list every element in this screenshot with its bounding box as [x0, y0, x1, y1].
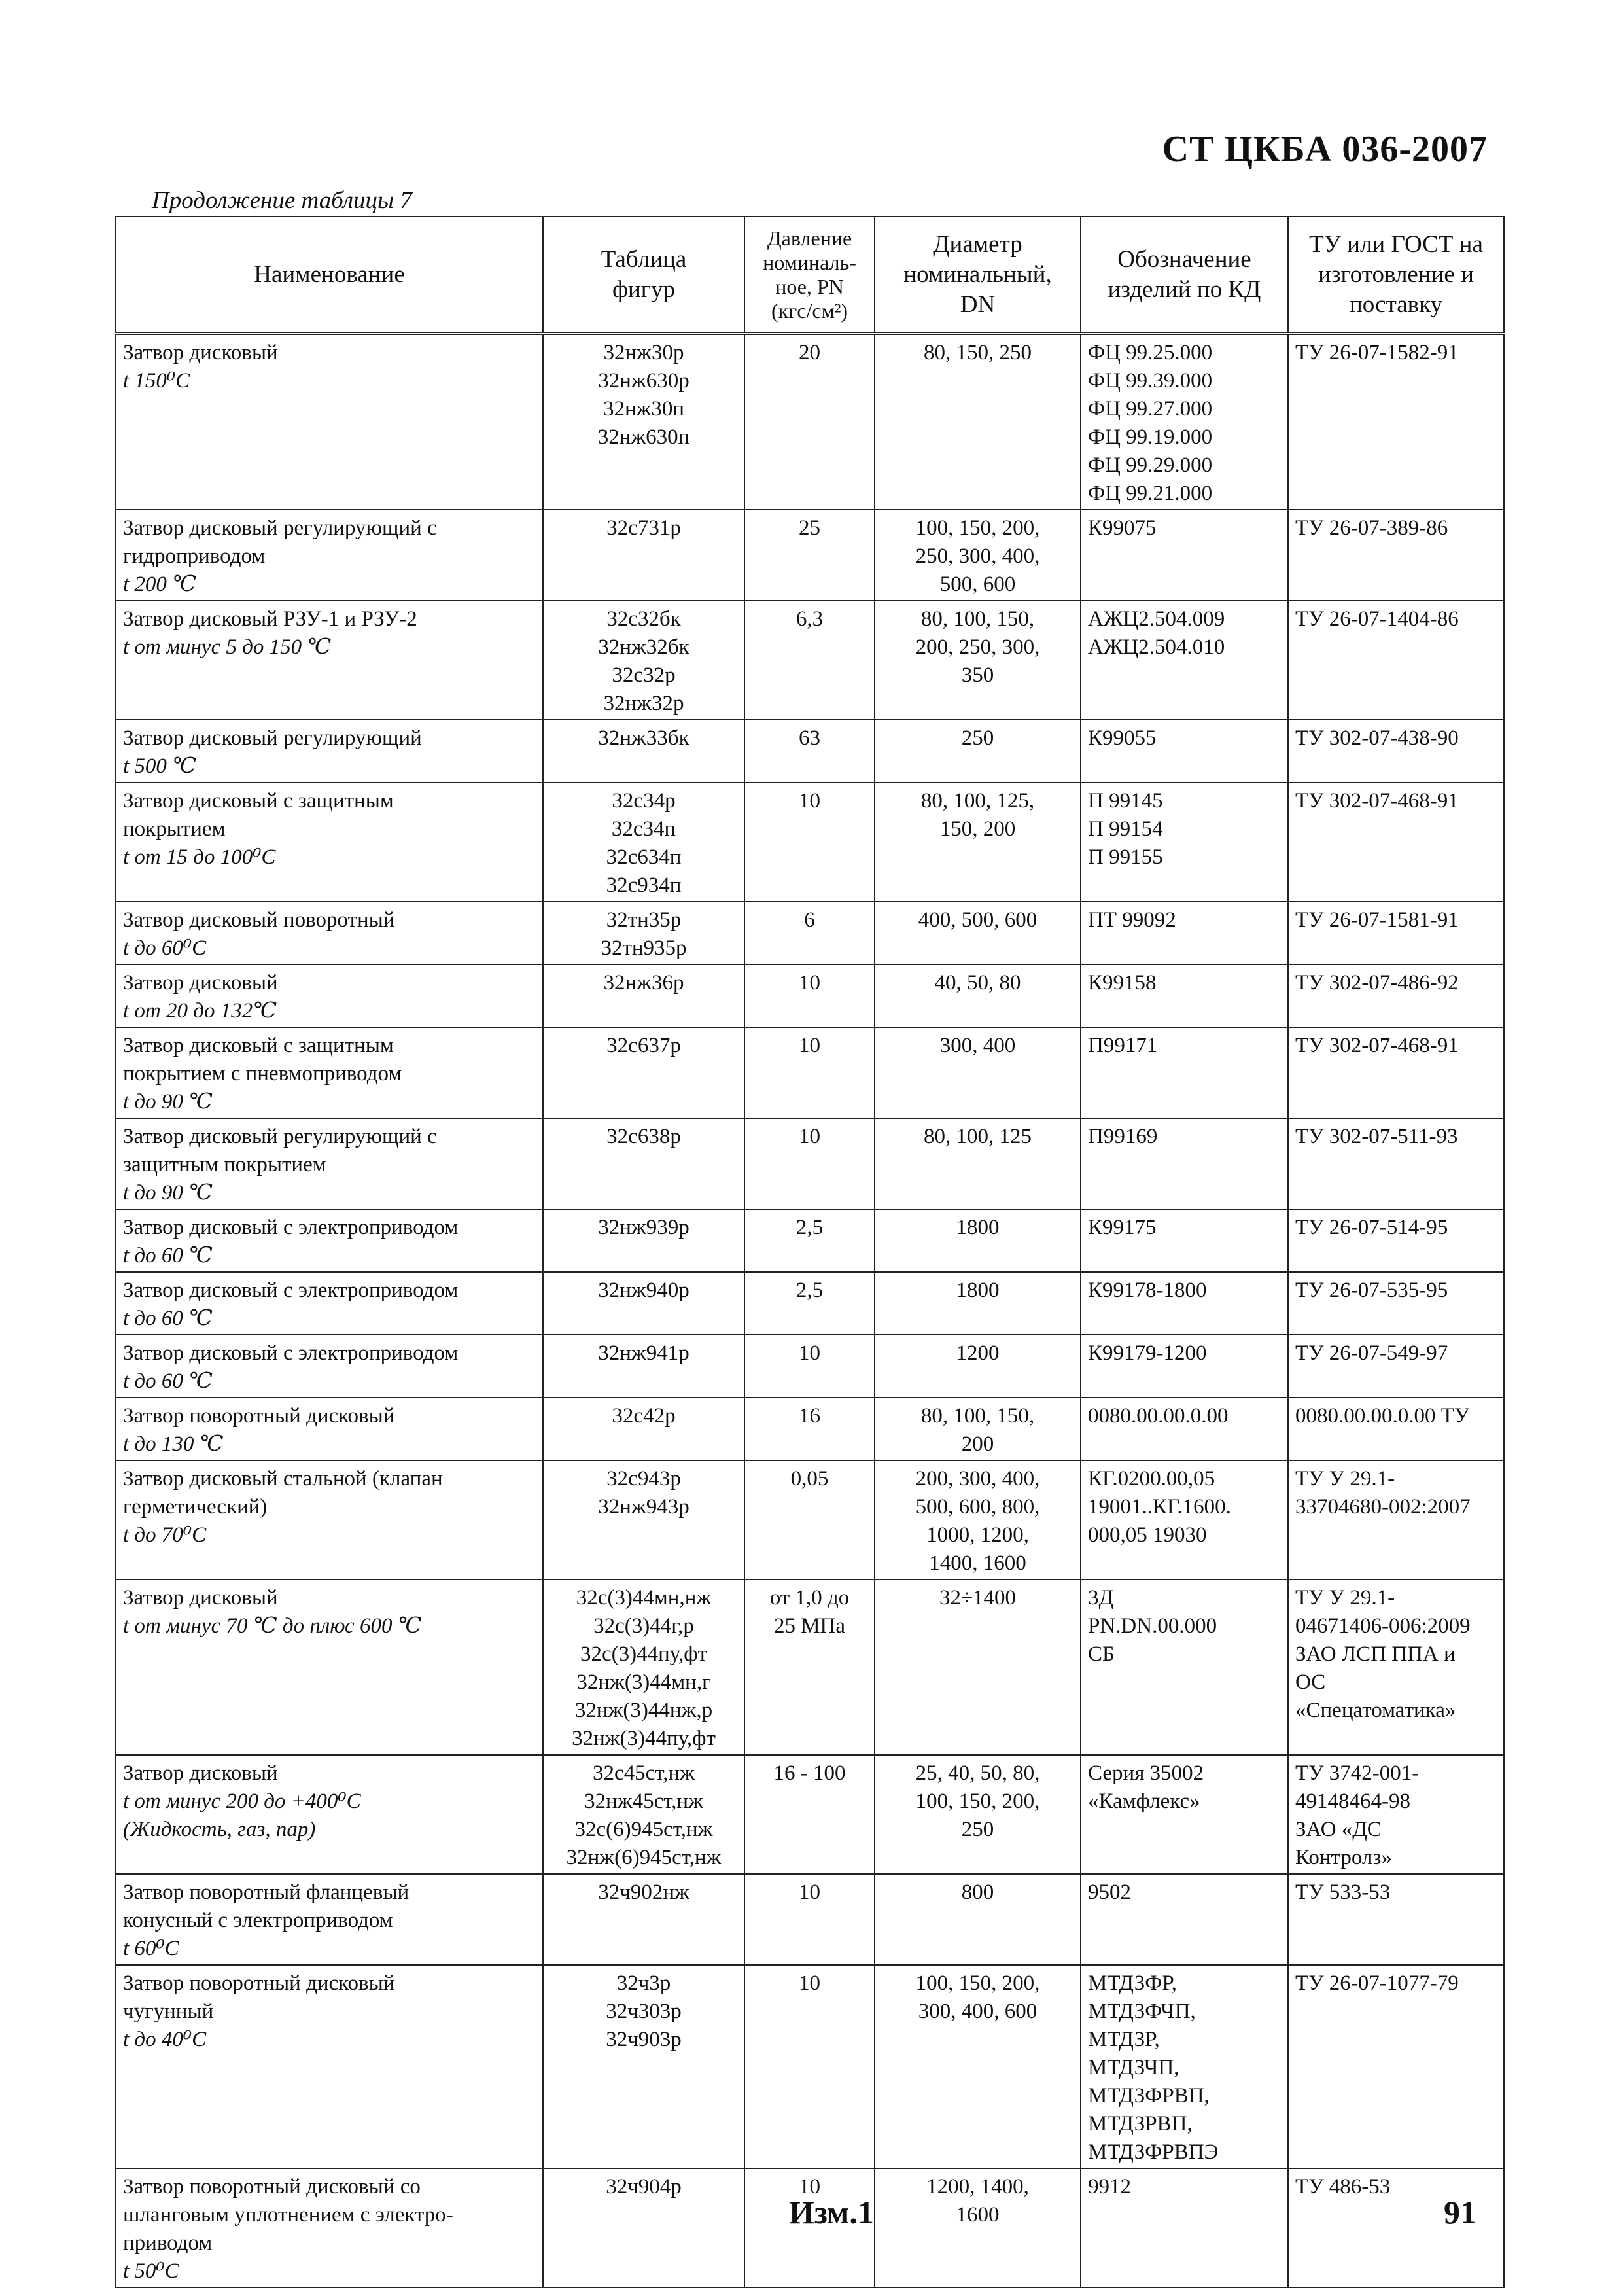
cell-name — [116, 2168, 543, 2287]
cell-designation: 0080.00.00.0.00 — [1081, 1398, 1288, 1460]
valve-name: Затвор дисковый с электроприводом — [123, 1279, 459, 1302]
table-body — [116, 334, 1504, 2287]
cell-nominal-diameter: 25, 40, 50, 80, 100, 150, 200, 250 — [875, 1755, 1081, 1874]
cell-name — [116, 1398, 543, 1460]
cell-figures: 32с943р 32нж943р — [543, 1460, 744, 1580]
cell-designation: К99075 — [1081, 510, 1288, 601]
cell-standard: ТУ 26-07-1582-91 — [1288, 334, 1504, 510]
table-row — [116, 601, 1504, 720]
cell-nominal-pressure: 25 — [744, 510, 875, 601]
temperature-range: t 50⁰С — [123, 2259, 179, 2283]
cell-designation: 9502 — [1081, 1874, 1288, 1965]
cell-designation: ФЦ 99.25.000 ФЦ 99.39.000 ФЦ 99.27.000 ФЦ 99.19.000 ФЦ 99.29.000 ФЦ 99.21.000 — [1081, 334, 1288, 510]
page-number: 91 — [1444, 2194, 1476, 2231]
cell-nominal-diameter: 300, 400 — [875, 1027, 1081, 1118]
table-row — [116, 1874, 1504, 1965]
temperature-range: t до 90 ℃ — [123, 1181, 213, 1205]
valve-name: Затвор поворотный дисковый чугунный — [123, 1971, 395, 2023]
cell-designation: КГ.0200.00,05 19001..КГ.1600. 000,05 19030 — [1081, 1460, 1288, 1580]
cell-standard: ТУ 26-07-549-97 — [1288, 1335, 1504, 1398]
cell-name — [116, 720, 543, 783]
table-row — [116, 1335, 1504, 1398]
cell-name — [116, 1965, 543, 2168]
header-nominal-pressure: Давление номиналь- ное, PN (кгс/см²) — [744, 217, 875, 334]
cell-figures: 32нж36р — [543, 964, 744, 1027]
temperature-range: t до 70⁰С — [123, 1523, 207, 1547]
cell-nominal-diameter: 800 — [875, 1874, 1081, 1965]
cell-nominal-diameter: 1800 — [875, 1272, 1081, 1335]
cell-figures: 32с45ст,нж 32нж45ст,нж 32с(6)945ст,нж 32нж(6)945ст,нж — [543, 1755, 744, 1874]
cell-standard: ТУ 302-07-438-90 — [1288, 720, 1504, 783]
cell-figures: 32нж30р 32нж630р 32нж30п 32нж630п — [543, 334, 744, 510]
cell-nominal-diameter: 32÷1400 — [875, 1580, 1081, 1755]
table-row — [116, 1460, 1504, 1580]
cell-standard: ТУ У 29.1- 33704680-002:2007 — [1288, 1460, 1504, 1580]
cell-designation: Серия 35002 «Камфлекс» — [1081, 1755, 1288, 1874]
valve-name: Затвор дисковый с защитным покрытием с пневмоприводом — [123, 1034, 402, 1086]
valve-name: Затвор поворотный дисковый — [123, 1404, 395, 1428]
cell-figures: 32ч902нж — [543, 1874, 744, 1965]
valve-name: Затвор поворотный дисковый со шланговым уплотнением с электро- приводом — [123, 2175, 453, 2255]
cell-standard: ТУ 533-53 — [1288, 1874, 1504, 1965]
cell-figures: 32нж941р — [543, 1335, 744, 1398]
table-row — [116, 720, 1504, 783]
cell-name — [116, 601, 543, 720]
cell-designation: 9912 — [1081, 2168, 1288, 2287]
cell-nominal-diameter: 80, 100, 125 — [875, 1118, 1081, 1209]
cell-designation: 3Д PN.DN.00.000 СБ — [1081, 1580, 1288, 1755]
cell-standard: ТУ 26-07-1404-86 — [1288, 601, 1504, 720]
cell-nominal-pressure: 10 — [744, 964, 875, 1027]
cell-figures: 32с34р 32с34п 32с634п 32с934п — [543, 783, 744, 902]
temperature-range: t 150⁰С — [123, 369, 190, 393]
temperature-range: t от 20 до 132℃ — [123, 999, 277, 1023]
cell-designation: ПТ 99092 — [1081, 902, 1288, 964]
valves-table — [115, 216, 1505, 2288]
valve-name: Затвор дисковый с защитным покрытием — [123, 789, 394, 841]
cell-nominal-pressure: 16 — [744, 1398, 875, 1460]
valve-name: Затвор дисковый — [123, 971, 278, 995]
table-row — [116, 1580, 1504, 1755]
cell-nominal-diameter: 80, 100, 150, 200, 250, 300, 350 — [875, 601, 1081, 720]
cell-nominal-pressure: 10 — [744, 783, 875, 902]
cell-nominal-diameter: 80, 150, 250 — [875, 334, 1081, 510]
cell-name — [116, 964, 543, 1027]
temperature-range: t до 90 ℃ — [123, 1090, 213, 1114]
temperature-range: t до 130 ℃ — [123, 1432, 224, 1456]
cell-standard: ТУ У 29.1- 04671406-006:2009 ЗАО ЛСП ППА и ОС «Спецатоматика» — [1288, 1580, 1504, 1755]
temperature-range: t 60⁰С — [123, 1937, 179, 1960]
cell-figures: 32с637р — [543, 1027, 744, 1118]
cell-nominal-diameter: 80, 100, 125, 150, 200 — [875, 783, 1081, 902]
temperature-range: t от 15 до 100⁰С — [123, 845, 276, 869]
cell-nominal-diameter: 100, 150, 200, 250, 300, 400, 500, 600 — [875, 510, 1081, 601]
cell-nominal-pressure: 10 — [744, 1335, 875, 1398]
cell-nominal-pressure: от 1,0 до 25 МПа — [744, 1580, 875, 1755]
cell-designation: МТДЗФР, МТДЗФЧП, МТДЗР, МТДЗЧП, МТДЗФРВП, МТДЗРВП, МТДЗФРВПЭ — [1081, 1965, 1288, 2168]
header-name: Наименование — [116, 217, 543, 334]
cell-nominal-pressure: 0,05 — [744, 1460, 875, 1580]
cell-nominal-diameter: 1200 — [875, 1335, 1081, 1398]
document-code: СТ ЦКБА 036-2007 — [1162, 129, 1488, 169]
cell-figures: 32нж939р — [543, 1209, 744, 1272]
header-nominal-diameter: Диаметр номинальный, DN — [875, 217, 1081, 334]
cell-nominal-diameter: 80, 100, 150, 200 — [875, 1398, 1081, 1460]
cell-name — [116, 1335, 543, 1398]
cell-standard: ТУ 26-07-514-95 — [1288, 1209, 1504, 1272]
cell-nominal-diameter: 100, 150, 200, 300, 400, 600 — [875, 1965, 1081, 2168]
table-header — [116, 217, 1504, 334]
cell-standard: ТУ 26-07-1581-91 — [1288, 902, 1504, 964]
cell-nominal-diameter: 400, 500, 600 — [875, 902, 1081, 964]
cell-standard: ТУ 302-07-468-91 — [1288, 783, 1504, 902]
valve-name: Затвор поворотный фланцевый конусный с электроприводом — [123, 1881, 410, 1932]
cell-standard: ТУ 3742-001- 49148464-98 ЗАО «ДС Контролз» — [1288, 1755, 1504, 1874]
temperature-range: t от минус 70 ℃ до плюс 600 ℃ — [123, 1614, 422, 1638]
cell-name — [116, 1755, 543, 1874]
cell-designation: К99175 — [1081, 1209, 1288, 1272]
table-row — [116, 902, 1504, 964]
table-row — [116, 1027, 1504, 1118]
temperature-range: t до 60 ℃ — [123, 1307, 213, 1330]
cell-name — [116, 1460, 543, 1580]
cell-nominal-pressure: 6,3 — [744, 601, 875, 720]
valve-name: Затвор дисковый — [123, 1761, 278, 1785]
cell-nominal-pressure: 10 — [744, 2168, 875, 2287]
cell-name — [116, 334, 543, 510]
temperature-range: t до 60 ℃ — [123, 1244, 213, 1267]
valve-name: Затвор дисковый с электроприводом — [123, 1341, 459, 1365]
cell-nominal-pressure: 10 — [744, 1965, 875, 2168]
table-row — [116, 1272, 1504, 1335]
cell-nominal-diameter: 250 — [875, 720, 1081, 783]
cell-name — [116, 510, 543, 601]
header-row — [116, 217, 1504, 334]
revision-label: Изм.1 — [789, 2194, 874, 2231]
temperature-range: t до 40⁰С — [123, 2028, 207, 2051]
cell-figures: 32с638р — [543, 1118, 744, 1209]
valve-name: Затвор дисковый стальной (клапан герметический) — [123, 1467, 443, 1519]
temperature-range: t 500 ℃ — [123, 754, 197, 778]
cell-figures: 32ч3р 32ч303р 32ч903р — [543, 1965, 744, 2168]
valve-name: Затвор дисковый с электроприводом — [123, 1216, 459, 1239]
table-continuation-caption: Продолжение таблицы 7 — [152, 187, 412, 214]
cell-name — [116, 1874, 543, 1965]
cell-figures: 32ч904р — [543, 2168, 744, 2287]
cell-standard: ТУ 26-07-535-95 — [1288, 1272, 1504, 1335]
cell-designation: АЖЦ2.504.009 АЖЦ2.504.010 — [1081, 601, 1288, 720]
temperature-range: t до 60 ℃ — [123, 1369, 213, 1393]
table-row — [116, 783, 1504, 902]
valve-name: Затвор дисковый — [123, 1586, 278, 1610]
cell-name — [116, 1118, 543, 1209]
cell-figures: 32с32бк 32нж32бк 32с32р 32нж32р — [543, 601, 744, 720]
valve-name: Затвор дисковый РЗУ-1 и РЗУ-2 — [123, 607, 417, 631]
table-row — [116, 510, 1504, 601]
cell-nominal-pressure: 2,5 — [744, 1272, 875, 1335]
valve-name: Затвор дисковый регулирующий с гидроприводом — [123, 516, 437, 568]
cell-name — [116, 783, 543, 902]
cell-nominal-pressure: 10 — [744, 1027, 875, 1118]
cell-designation: П99169 — [1081, 1118, 1288, 1209]
cell-standard: ТУ 302-07-486-92 — [1288, 964, 1504, 1027]
valve-name: Затвор дисковый регулирующий с защитным покрытием — [123, 1125, 437, 1176]
cell-figures: 32тн35р 32тн935р — [543, 902, 744, 964]
cell-nominal-pressure: 10 — [744, 1118, 875, 1209]
cell-nominal-pressure: 10 — [744, 1874, 875, 1965]
table-row — [116, 334, 1504, 510]
cell-standard: ТУ 486-53 — [1288, 2168, 1504, 2287]
cell-figures: 32с42р — [543, 1398, 744, 1460]
cell-nominal-diameter: 200, 300, 400, 500, 600, 800, 1000, 1200, 1400, 1600 — [875, 1460, 1081, 1580]
cell-name — [116, 902, 543, 964]
cell-figures: 32с731р — [543, 510, 744, 601]
cell-name — [116, 1027, 543, 1118]
table-row — [116, 964, 1504, 1027]
table-row — [116, 1398, 1504, 1460]
temperature-range: t до 60⁰С — [123, 936, 207, 960]
cell-standard: ТУ 302-07-468-91 — [1288, 1027, 1504, 1118]
cell-nominal-diameter: 40, 50, 80 — [875, 964, 1081, 1027]
cell-designation: П99171 — [1081, 1027, 1288, 1118]
cell-name — [116, 1209, 543, 1272]
cell-nominal-pressure: 63 — [744, 720, 875, 783]
cell-nominal-diameter: 1800 — [875, 1209, 1081, 1272]
cell-nominal-pressure: 2,5 — [744, 1209, 875, 1272]
table-row — [116, 1965, 1504, 2168]
valve-name: Затвор дисковый регулирующий — [123, 726, 422, 750]
header-standard: ТУ или ГОСТ на изготовление и поставку — [1288, 217, 1504, 334]
cell-standard: ТУ 302-07-511-93 — [1288, 1118, 1504, 1209]
cell-designation: К99055 — [1081, 720, 1288, 783]
valve-name: Затвор дисковый — [123, 341, 278, 364]
cell-standard: 0080.00.00.0.00 ТУ — [1288, 1398, 1504, 1460]
cell-standard: ТУ 26-07-1077-79 — [1288, 1965, 1504, 2168]
cell-standard: ТУ 26-07-389-86 — [1288, 510, 1504, 601]
temperature-range: t от минус 5 до 150 ℃ — [123, 635, 332, 659]
table-row — [116, 1755, 1504, 1874]
cell-nominal-diameter: 1200, 1400, 1600 — [875, 2168, 1081, 2287]
cell-designation: П 99145 П 99154 П 99155 — [1081, 783, 1288, 902]
valve-name: Затвор дисковый поворотный — [123, 908, 395, 932]
table-row — [116, 1209, 1504, 1272]
header-figure-table: Таблица фигур — [543, 217, 744, 334]
cell-figures: 32нж33бк — [543, 720, 744, 783]
cell-nominal-pressure: 20 — [744, 334, 875, 510]
table-row — [116, 1118, 1504, 1209]
cell-designation: К99158 — [1081, 964, 1288, 1027]
cell-figures: 32нж940р — [543, 1272, 744, 1335]
cell-figures: 32с(3)44мн,нж 32с(3)44г,р 32с(3)44пу,фт 32нж(3)44мн,г 32нж(3)44нж,р 32нж(3)44пу,фт — [543, 1580, 744, 1755]
cell-nominal-pressure: 6 — [744, 902, 875, 964]
cell-designation: К99178-1800 — [1081, 1272, 1288, 1335]
cell-name — [116, 1580, 543, 1755]
temperature-range: t от минус 200 до +400⁰С (Жидкость, газ, пар) — [123, 1790, 361, 1841]
cell-name — [116, 1272, 543, 1335]
cell-designation: К99179-1200 — [1081, 1335, 1288, 1398]
header-designation: Обозначение изделий по КД — [1081, 217, 1288, 334]
temperature-range: t 200 ℃ — [123, 573, 197, 596]
cell-nominal-pressure: 16 - 100 — [744, 1755, 875, 1874]
